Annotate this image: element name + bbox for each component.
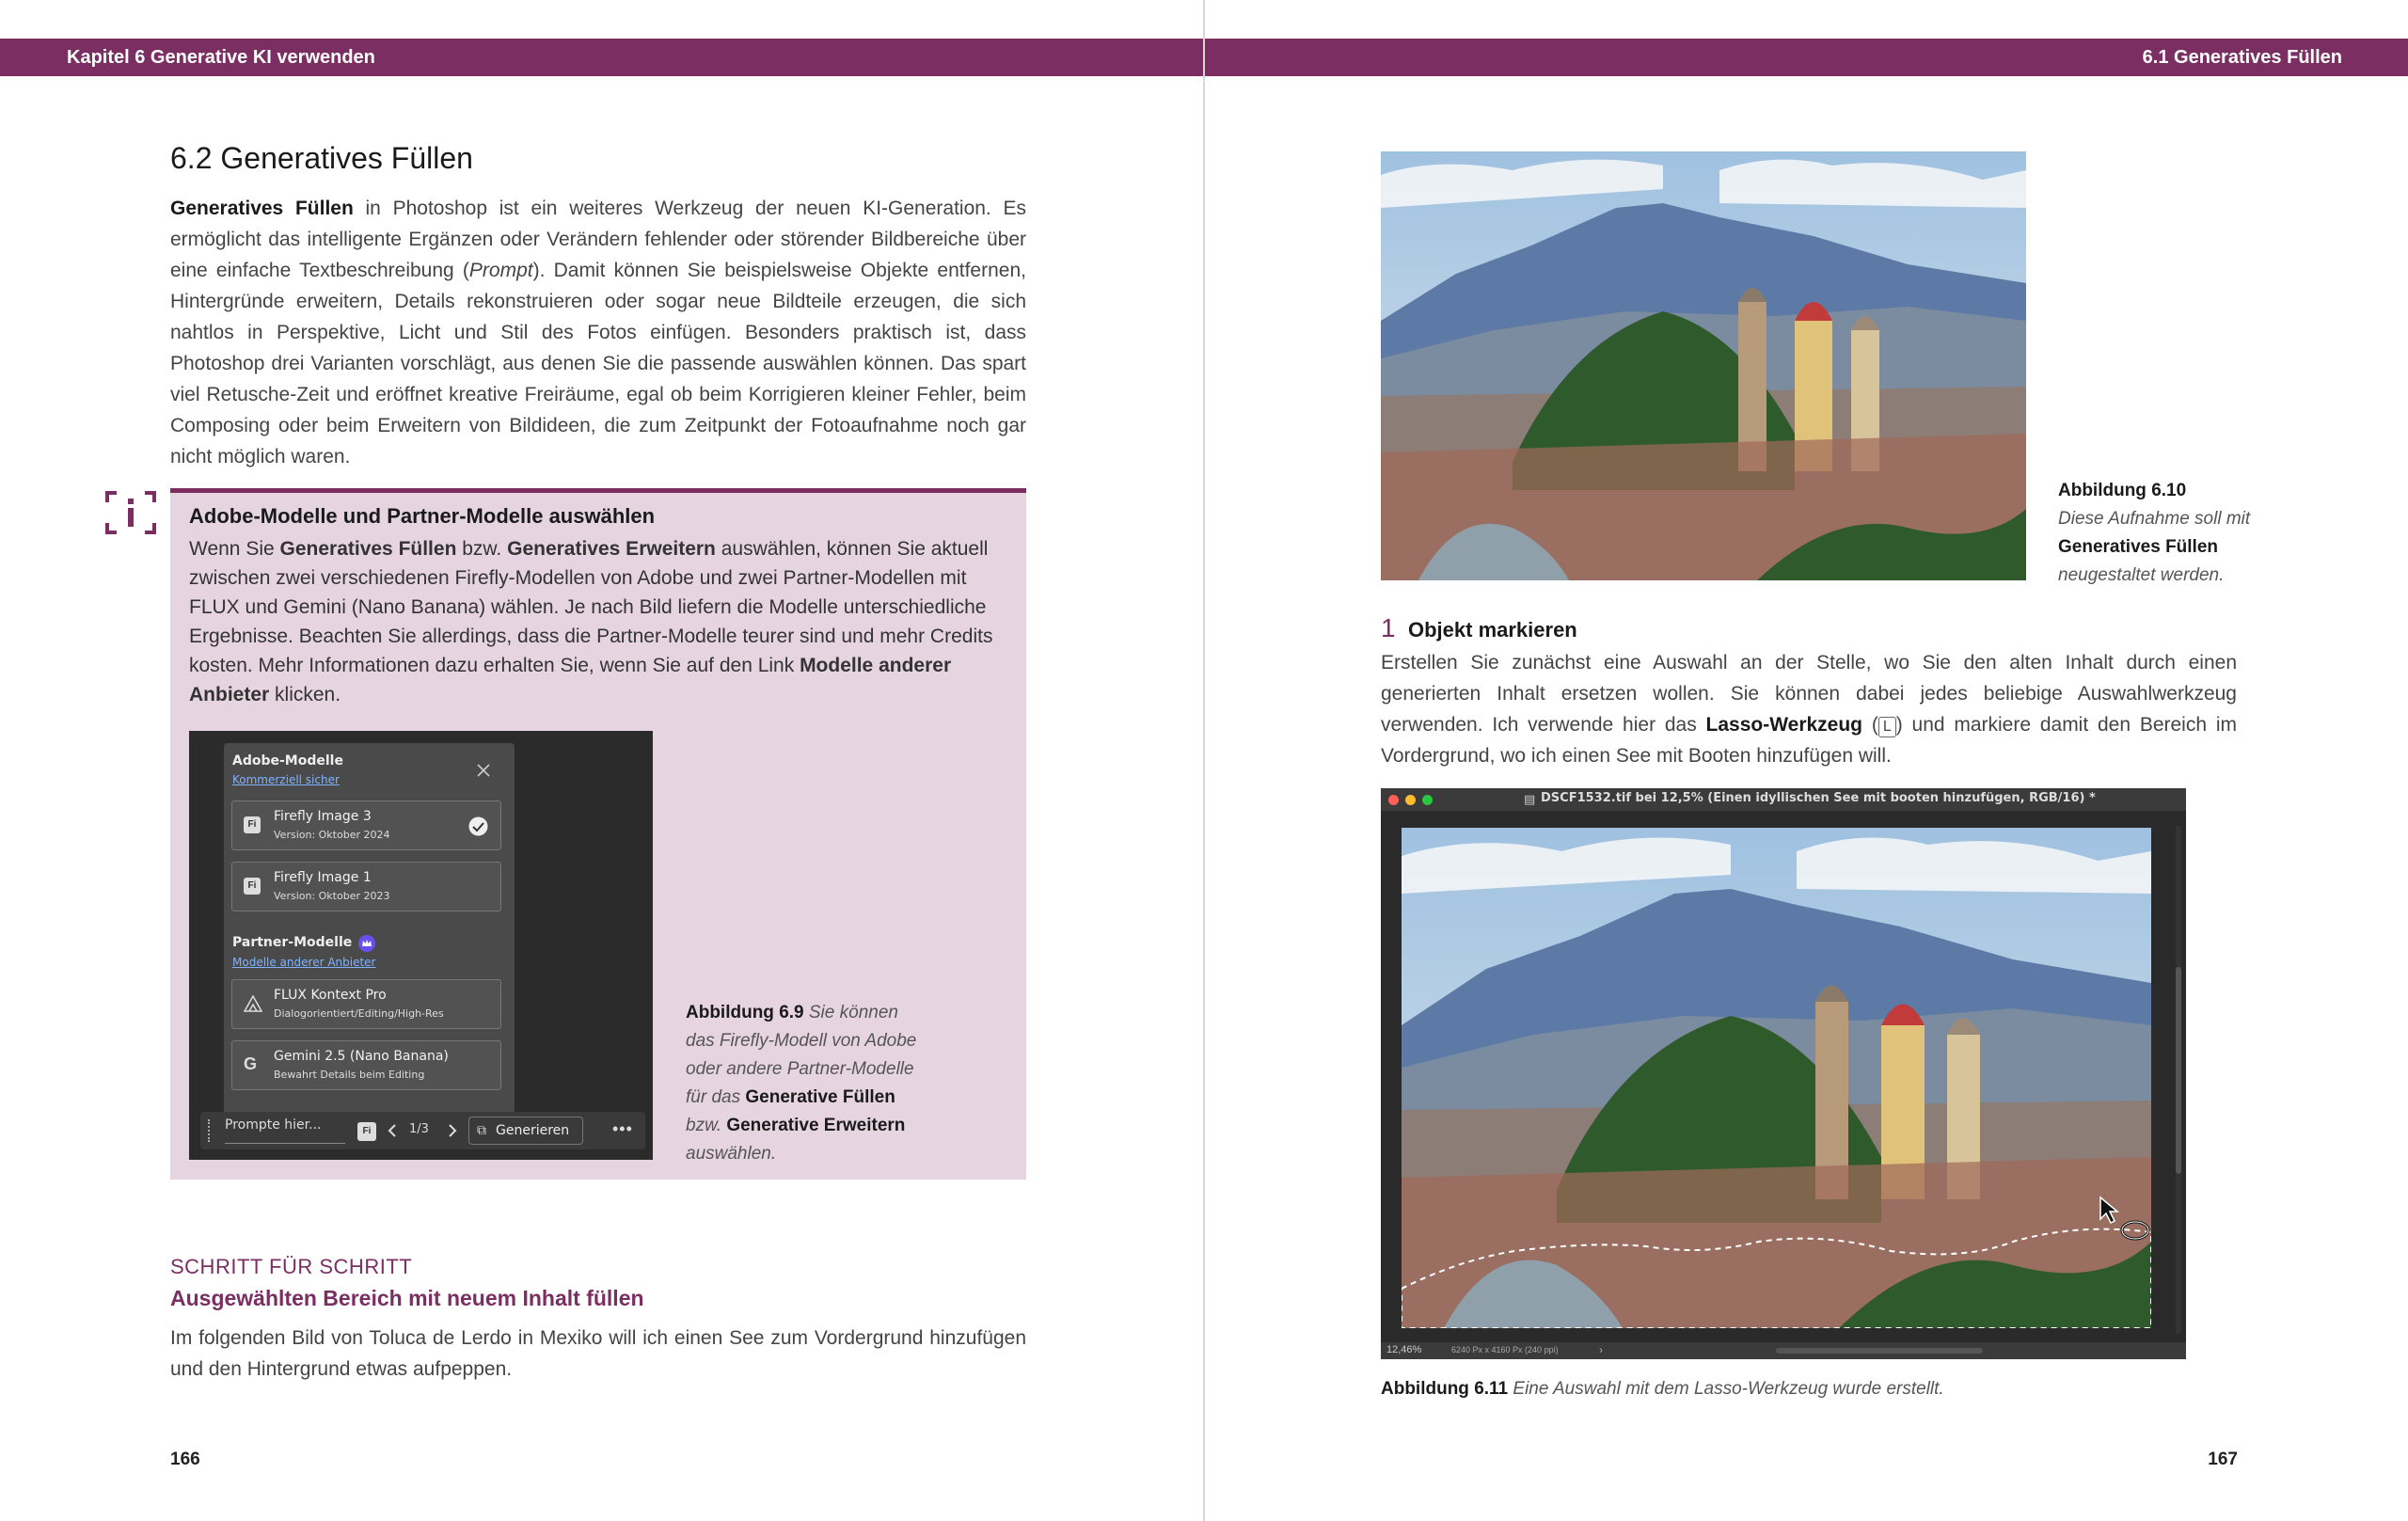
info-icon bbox=[105, 491, 156, 534]
document-size: 6240 Px x 4160 Px (240 ppi) bbox=[1451, 1345, 1559, 1355]
section-title: 6.2 Generatives Füllen bbox=[170, 141, 473, 175]
model-item-sub: Bewahrt Details beim Editing bbox=[274, 1069, 425, 1081]
horizontal-scrollbar[interactable] bbox=[1776, 1348, 1983, 1354]
step-kicker: SCHRITT FÜR SCHRITT bbox=[170, 1255, 413, 1278]
figure-label: Abbildung 6.11 bbox=[1381, 1379, 1509, 1399]
chevron-right-icon[interactable] bbox=[447, 1123, 458, 1138]
note-text: Wenn Sie bbox=[189, 538, 280, 560]
figure-label: Abbildung 6.9 bbox=[686, 1003, 804, 1022]
close-window-button[interactable] bbox=[1388, 795, 1399, 805]
variant-pager: 1/3 bbox=[409, 1122, 429, 1136]
note-body bbox=[189, 534, 1007, 709]
document-icon: ▤ bbox=[1524, 792, 1536, 806]
photoshop-window-screenshot bbox=[1381, 788, 2186, 1359]
model-item-title: FLUX Kontext Pro bbox=[274, 988, 387, 1003]
page-number-right: 167 bbox=[2208, 1450, 2238, 1469]
step-number: 1 bbox=[1381, 613, 1396, 642]
caption-bold: Generatives Füllen bbox=[2058, 537, 2219, 557]
status-bar bbox=[1381, 1342, 2186, 1359]
drag-handle[interactable] bbox=[208, 1119, 212, 1142]
vertical-scrollbar[interactable] bbox=[2176, 826, 2181, 1334]
firefly-icon[interactable]: Fi bbox=[357, 1122, 376, 1141]
page-number-left: 166 bbox=[170, 1450, 200, 1469]
generate-taskbar bbox=[200, 1112, 645, 1149]
figure-6-10-caption bbox=[2058, 477, 2274, 590]
scrollbar-thumb[interactable] bbox=[2176, 967, 2181, 1174]
intro-text-2: ). Damit können Sie beispielsweise Objekte entfernen, Hintergründe erweitern, Details rekonstruieren oder sogar neue Bildteile erzeugen, die sich nahtlos in Perspektive, Licht und Stil des Fotos einfügen. Besonders praktisch ist, dass Photoshop drei Varianten vorschlägt, aus denen Sie die passende auswählen können. Das spart viel Retusche-Zeit und eröffnet kreative Freiräume, egal ob beim Korrigieren kleiner Fehler, beim Composing oder beim Erweitern von Bildideen, die zum Zeitpunkt der Fotoaufnahme noch gar nicht möglich waren. bbox=[170, 260, 1026, 467]
lasso-cursor-icon bbox=[2096, 1193, 2152, 1249]
step-1-title: Objekt markieren bbox=[1408, 618, 1577, 642]
page-spine bbox=[1203, 0, 1205, 1521]
caption-text: auswählen. bbox=[686, 1144, 777, 1164]
caption-text: Diese Aufnahme soll mit bbox=[2058, 509, 2251, 529]
caption-text: bzw. bbox=[686, 1116, 727, 1135]
keyboard-key: L bbox=[1878, 717, 1896, 737]
step-bold: Lasso-Werkzeug bbox=[1705, 714, 1863, 736]
step-1-text bbox=[1381, 647, 2237, 771]
firefly-icon: Fi bbox=[244, 816, 261, 833]
step-title: Ausgewählten Bereich mit neuem Inhalt füllen bbox=[170, 1286, 644, 1310]
caption-bold: Generative Erweitern bbox=[726, 1116, 906, 1135]
note-bold: Modelle anderer Anbieter bbox=[189, 655, 952, 705]
note-title: Adobe-Modelle und Partner-Modelle auswählen bbox=[189, 504, 656, 528]
model-item-sub: Dialogorientiert/Editing/High-Res bbox=[274, 1007, 444, 1020]
zoom-window-button[interactable] bbox=[1422, 795, 1433, 805]
caption-text: neugestaltet werden. bbox=[2058, 565, 2225, 585]
figure-6-11-caption bbox=[1381, 1375, 2227, 1403]
other-providers-link[interactable]: Modelle anderer Anbieter bbox=[232, 956, 376, 969]
model-item-sub: Version: Oktober 2023 bbox=[274, 890, 390, 902]
firefly-icon: Fi bbox=[244, 878, 261, 895]
model-item-flux[interactable] bbox=[231, 979, 501, 1029]
generate-button[interactable] bbox=[468, 1117, 583, 1145]
note-bold: Generatives Füllen bbox=[279, 538, 457, 560]
generate-icon: ⧉ bbox=[477, 1122, 486, 1137]
model-item-title: Firefly Image 3 bbox=[274, 809, 372, 824]
commercial-safe-link[interactable]: Kommerziell sicher bbox=[232, 773, 340, 786]
step-text: ( bbox=[1862, 714, 1878, 736]
model-item-gemini[interactable] bbox=[231, 1040, 501, 1090]
note-bold: Generatives Erweitern bbox=[507, 538, 716, 560]
flux-icon bbox=[244, 995, 262, 1012]
figure-6-9-caption bbox=[686, 999, 926, 1168]
running-head-left: Kapitel 6 Generative KI verwenden bbox=[67, 47, 375, 68]
model-item-title: Firefly Image 1 bbox=[274, 870, 372, 885]
step-text: Erstellen Sie zunächst eine Auswahl an der Stelle, wo Sie den alten Inhalt durch einen generierten Inhalt ersetzen wollen. Sie können dabei jedes beliebige Auswahlwerkzeug verwenden. Ich verwende hier das bbox=[1381, 652, 2237, 736]
note-text: auswählen, können Sie aktuell zwischen zwei verschiedenen Firefly-Modellen von Adobe und zwei Partner-Modellen mit FLUX und Gemini (Nano Banana) wählen. Je nach Bild liefern die Modelle unterschiedliche Ergebnisse. Beachten Sie allerdings, dass die Partner-Modelle teurer sind und mehr Credits kosten. Mehr Informationen dazu erhalten Sie, wenn Sie auf den Link bbox=[189, 538, 993, 676]
step-text: ) und markiere damit den Bereich im Vordergrund, wo ich einen See mit Booten hinzufügen will. bbox=[1381, 714, 2237, 767]
crown-icon bbox=[357, 934, 376, 953]
toluca-photo bbox=[1381, 151, 2026, 580]
intro-paragraph bbox=[170, 193, 1026, 472]
zoom-level[interactable]: 12,46% bbox=[1386, 1344, 1422, 1355]
close-icon[interactable] bbox=[476, 763, 491, 778]
note-text: klicken. bbox=[269, 684, 341, 705]
prompt-input[interactable]: Prompte hier... bbox=[225, 1117, 345, 1144]
window-title: DSCF1532.tif bei 12,5% (Einen idyllischen See mit booten hinzufügen, RGB/16) * bbox=[1541, 791, 2096, 805]
more-options-icon[interactable]: ••• bbox=[612, 1119, 633, 1138]
chevron-right-icon[interactable]: › bbox=[1599, 1343, 1603, 1356]
model-item-sub: Version: Oktober 2024 bbox=[274, 829, 390, 841]
running-head-right: 6.1 Generatives Füllen bbox=[2142, 47, 2342, 68]
step-intro-text: Im folgenden Bild von Toluca de Lerdo in Mexiko will ich einen See zum Vordergrund hinzufügen und den Hintergrund etwas aufpeppen. bbox=[170, 1327, 1026, 1380]
caption-text: Sie können das Firefly-Modell von Adobe oder andere Partner-Modelle für das bbox=[686, 1003, 917, 1107]
window-titlebar bbox=[1381, 788, 2186, 811]
model-item-firefly-1[interactable] bbox=[231, 862, 501, 911]
caption-text: Eine Auswahl mit dem Lasso-Werkzeug wurde erstellt. bbox=[1508, 1379, 1944, 1399]
intro-prompt: Prompt bbox=[468, 260, 533, 281]
model-item-title: Gemini 2.5 (Nano Banana) bbox=[274, 1049, 449, 1064]
chevron-left-icon[interactable] bbox=[387, 1123, 398, 1138]
partner-models-heading: Partner-Modelle bbox=[232, 935, 353, 950]
intro-text-1: in Photoshop ist ein weiteres Werkzeug der neuen KI-Generation. Es ermöglicht das intelligente Ergänzen oder Verändern fehlender oder störender Bildbereiche über eine einfache Textbeschreibung ( bbox=[170, 198, 1026, 281]
generate-label: Generieren bbox=[496, 1123, 570, 1138]
caption-bold: Generative Füllen bbox=[745, 1087, 895, 1107]
adobe-models-heading: Adobe-Modelle bbox=[232, 753, 343, 768]
figure-label: Abbildung 6.10 bbox=[2058, 481, 2187, 500]
gemini-icon: G bbox=[244, 1054, 258, 1073]
minimize-window-button[interactable] bbox=[1405, 795, 1416, 805]
toluca-photo-selection bbox=[1402, 828, 2151, 1328]
intro-lead: Generatives Füllen bbox=[170, 198, 354, 219]
note-text: bzw. bbox=[456, 538, 508, 560]
checkmark-icon bbox=[468, 816, 488, 836]
model-item-firefly-3[interactable] bbox=[231, 800, 501, 850]
